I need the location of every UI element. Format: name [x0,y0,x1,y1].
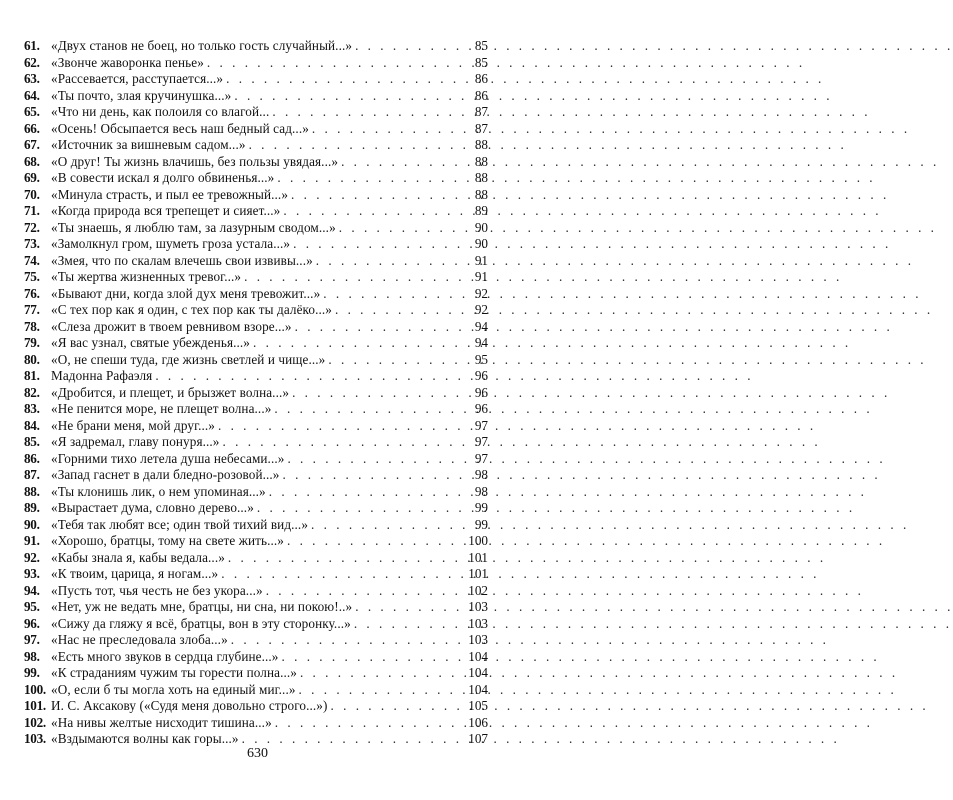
toc-entry-page: 96 [474,384,488,400]
toc-entry-number: 78. [24,318,40,334]
dot-leader [218,418,460,435]
toc-entry-title: «Минула страсть, и пыл ее тревожный...» [51,186,289,202]
toc-entry-number: 71. [24,203,40,218]
toc-entry-number: 80. [24,351,40,367]
toc-entry-title: «Дробится, и плещет, и брызжет волна...» [51,384,290,400]
toc-entry [24,550,488,567]
toc-entry [24,583,488,600]
dot-leader [244,269,460,286]
toc-entry-page: 99 [474,516,488,532]
dot-leader [221,566,460,583]
toc-entry-number: 101. [24,698,46,713]
toc-entry-page: 86 [474,71,488,86]
toc-entry [24,170,488,187]
toc-entry-page: 97 [474,450,488,466]
dot-leader [299,682,460,699]
toc-entry-page: 96 [474,368,488,383]
toc-entry-number: 65. [24,104,40,119]
toc-entry-number: 66. [24,120,40,136]
toc-entry-page: 91 [474,269,488,284]
toc-entry-page: 99 [474,500,488,515]
dot-leader [355,38,460,55]
toc-entry-title: «О друг! Ты жизнь влачишь, без пользы увядая...» [51,153,339,169]
toc-entry-page: 90 [474,219,488,235]
dot-leader [354,616,460,633]
toc-entry [24,401,488,418]
dot-leader [287,451,460,468]
toc-entry-number: 86. [24,450,40,466]
dot-leader [283,203,460,220]
toc-entry-number: 95. [24,599,40,614]
toc-entry-title: «Вздымаются волны как горы...» [51,731,239,746]
toc-entry-title: «Ты жертва жизненных тревог...» [51,269,242,284]
toc-entry-number: 103. [24,731,46,746]
toc-entry [24,368,488,385]
toc-entry-page: 98 [474,467,488,482]
toc-entry-title: «Бывают дни, когда злой дух меня тревожит...» [51,285,321,301]
toc-entry-number: 90. [24,516,40,532]
toc-entry-title: «Слеза дрожит в твоем ревнивом взоре...» [51,318,292,334]
toc-entry-title: «В совести искал я долго обвиненья...» [51,170,275,185]
toc-entry-page: 87 [474,120,488,136]
toc-entry [24,434,488,451]
toc-entry-title: «Пусть тот, чья честь не без укора...» [51,582,263,598]
toc-entry-page: 105 [468,698,488,713]
dot-leader [249,137,460,154]
toc-entry-title: «Звонче жаворонка пенье» [51,54,204,70]
toc-entry-title: «Рассевается, расступается...» [51,71,224,86]
toc-entry-title: «Ты клонишь лик, о нем упоминая...» [51,483,266,499]
toc-entry-title: «К страданиям чужим ты горести полна...» [51,665,297,680]
toc-entry [24,500,488,517]
toc-entry-title: «Не брани меня, мой друг...» [51,417,215,433]
toc-entry [24,137,488,154]
dot-leader [283,467,461,484]
toc-entry [24,665,488,682]
toc-entry-number: 74. [24,252,40,268]
toc-entry [24,55,488,72]
toc-entry-title: «Что ни день, как полоиля со влагой... [51,104,270,119]
toc-entry-title: «Вырастает дума, словно дерево...» [51,500,254,515]
table-of-contents [24,38,488,748]
dot-leader [355,599,460,616]
toc-entry-page: 97 [474,417,488,433]
toc-entry-number: 75. [24,269,40,284]
toc-entry-title: «Кабы знала я, кабы ведала...» [51,549,225,565]
toc-entry-title: «Есть много звуков в сердца глубине...» [51,648,279,664]
toc-entry-number: 92. [24,549,40,565]
toc-entry-number: 89. [24,500,40,515]
dot-leader [223,434,461,451]
dot-leader [339,220,460,237]
toc-entry [24,451,488,468]
toc-entry-title: «Змея, что по скалам влечешь свои извивы...» [51,252,313,268]
toc-entry [24,418,488,435]
toc-entry [24,104,488,121]
toc-entry-page: 92 [474,285,488,301]
toc-entry-page: 94 [474,318,488,334]
dot-leader [155,368,460,385]
page-number: 630 [247,746,268,761]
toc-entry-title: «Хорошо, братцы, тому на свете жить...» [51,533,284,548]
toc-entry-title: «О, если б ты могла хоть на единый миг...» [51,681,296,697]
toc-entry [24,533,488,550]
dot-leader [323,286,460,303]
toc-entry-page: 101 [468,566,488,581]
dot-leader [228,550,460,567]
dot-leader [287,533,460,550]
toc-entry-title: «Источник за вишневым садом...» [51,137,246,152]
toc-entry [24,517,488,534]
dot-leader [272,104,460,121]
toc-entry-number: 91. [24,533,40,548]
dot-leader [341,154,460,171]
toc-entry [24,269,488,286]
toc-entry [24,632,488,649]
toc-entry-title: «Нас не преследовала злоба...» [51,632,228,647]
toc-entry [24,385,488,402]
toc-entry [24,599,488,616]
toc-entry-page: 106 [468,714,488,730]
toc-entry-number: 67. [24,137,40,152]
toc-entry-title: «С тех пор как я один, с тех пор как ты далёко...» [51,302,332,317]
toc-entry [24,302,488,319]
toc-entry-title: Мадонна Рафаэля [51,368,153,383]
toc-entry [24,319,488,336]
toc-entry-title: «Горними тихо летела душа небесами...» [51,450,285,466]
toc-entry-title: «Тебя так любят все; один твой тихий вид...» [51,516,309,532]
toc-entry [24,253,488,270]
toc-entry-page: 96 [474,401,488,416]
dot-leader [311,517,460,534]
toc-entry-title: «Не пенится море, не плещет волна...» [51,401,272,416]
toc-entry-title: «Я задремал, главу понуря...» [51,434,220,449]
toc-entry-number: 73. [24,236,40,251]
toc-entry-title: И. С. Аксакову («Судя меня довольно строго...») [51,698,328,713]
toc-entry-page: 88 [474,170,488,185]
dot-leader [207,55,460,72]
dot-leader [257,500,460,517]
toc-entry-number: 82. [24,384,40,400]
toc-entry-page: 103 [468,615,488,631]
toc-entry-page: 91 [474,252,488,268]
toc-entry [24,236,488,253]
toc-entry-page: 89 [474,203,488,218]
toc-entry [24,566,488,583]
toc-entry [24,335,488,352]
toc-entry-page: 95 [474,351,488,367]
toc-entry-number: 83. [24,401,40,416]
toc-entry-page: 104 [468,665,488,680]
toc-entry [24,484,488,501]
toc-entry-title: «Запад гаснет в дали бледно-розовой...» [51,467,280,482]
toc-entry [24,121,488,138]
toc-entry-number: 81. [24,368,40,383]
toc-entry-title: «Осень! Обсыпается весь наш бедный сад...» [51,120,309,136]
toc-entry-number: 93. [24,566,40,581]
dot-leader [300,665,460,682]
toc-entry-page: 87 [474,104,488,119]
toc-entry-page: 88 [474,153,488,169]
toc-entry-page: 85 [474,38,488,53]
toc-entry-number: 99. [24,665,40,680]
toc-entry-number: 87. [24,467,40,482]
toc-entry [24,649,488,666]
toc-entry [24,286,488,303]
toc-entry-page: 88 [474,137,488,152]
toc-entry-number: 100. [24,681,46,697]
toc-entry-number: 96. [24,615,40,631]
toc-entry [24,467,488,484]
dot-leader [295,319,460,336]
toc-entry-number: 77. [24,302,40,317]
toc-entry [24,154,488,171]
toc-entry-page: 98 [474,483,488,499]
dot-leader [291,187,460,204]
dot-leader [292,385,460,402]
toc-entry-title: «Двух станов не боец, но только гость случайный...» [51,38,353,53]
toc-entry-number: 98. [24,648,40,664]
dot-leader [277,170,460,187]
dot-leader [328,352,460,369]
dot-leader [269,484,460,501]
toc-entry-page: 97 [474,434,488,449]
toc-entry-page: 92 [474,302,488,317]
toc-entry [24,698,488,715]
toc-entry [24,38,488,55]
toc-entry-title: «Ты почто, злая кручинушка...» [51,87,232,103]
dot-leader [316,253,460,270]
toc-entry-number: 68. [24,153,40,169]
toc-entry [24,682,488,699]
toc-entry-number: 70. [24,186,40,202]
toc-entry-page: 102 [468,582,488,598]
toc-entry-number: 84. [24,417,40,433]
toc-entry-title: «Замолкнул гром, шуметь гроза устала...» [51,236,291,251]
toc-entry-page: 104 [468,681,488,697]
dot-leader [231,632,460,649]
toc-entry-number: 62. [24,54,40,70]
toc-entry [24,616,488,633]
toc-entry-number: 69. [24,170,40,185]
toc-entry-number: 97. [24,632,40,647]
toc-entry-number: 72. [24,219,40,235]
toc-entry-number: 85. [24,434,40,449]
toc-entry-title: «Когда природа вся трепещет и сияет...» [51,203,281,218]
toc-entry-number: 64. [24,87,40,103]
dot-leader [274,401,460,418]
toc-entry-page: 90 [474,236,488,251]
toc-entry-title: «О, не спеши туда, где жизнь светлей и чище...» [51,351,326,367]
toc-entry-number: 88. [24,483,40,499]
dot-leader [335,302,460,319]
toc-entry [24,187,488,204]
toc-entry-page: 86 [474,87,488,103]
toc-entry [24,71,488,88]
toc-entry-title: «На нивы желтые нисходит тишина...» [51,714,272,730]
dot-leader [331,698,461,715]
dot-leader [253,335,460,352]
toc-entry-page: 107 [468,731,488,746]
toc-entry [24,203,488,220]
toc-entry-page: 85 [474,54,488,70]
toc-entry-number: 61. [24,38,40,53]
toc-entry [24,715,488,732]
dot-leader [275,715,460,732]
dot-leader [293,236,460,253]
dot-leader [226,71,460,88]
toc-entry-number: 63. [24,71,40,86]
toc-entry [24,352,488,369]
toc-entry-number: 76. [24,285,40,301]
toc-entry-page: 103 [468,632,488,647]
toc-entry [24,220,488,237]
toc-entry-page: 88 [474,186,488,202]
toc-entry-number: 94. [24,582,40,598]
toc-entry-number: 79. [24,335,40,350]
dot-leader [266,583,460,600]
dot-leader [282,649,460,666]
toc-entry-page: 100 [468,533,488,548]
toc-entry [24,88,488,105]
toc-entry-title: «Нет, уж не ведать мне, братцы, ни сна, ни покою!..» [51,599,353,614]
toc-entry-title: «Ты знаешь, я люблю там, за лазурным сводом...» [51,219,336,235]
toc-entry-title: «Я вас узнал, святые убежденья...» [51,335,250,350]
toc-entry-page: 104 [468,648,488,664]
toc-entry-title: «Сижу да гляжу я всё, братцы, вон в эту сторонку...» [51,615,351,631]
dot-leader [234,88,460,105]
toc-entry-page: 94 [474,335,488,350]
dot-leader [312,121,460,138]
toc-entry-number: 102. [24,714,46,730]
toc-entry-page: 101 [468,549,488,565]
toc-entry-page: 103 [468,599,488,614]
toc-entry-title: «К твоим, царица, я ногам...» [51,566,219,581]
